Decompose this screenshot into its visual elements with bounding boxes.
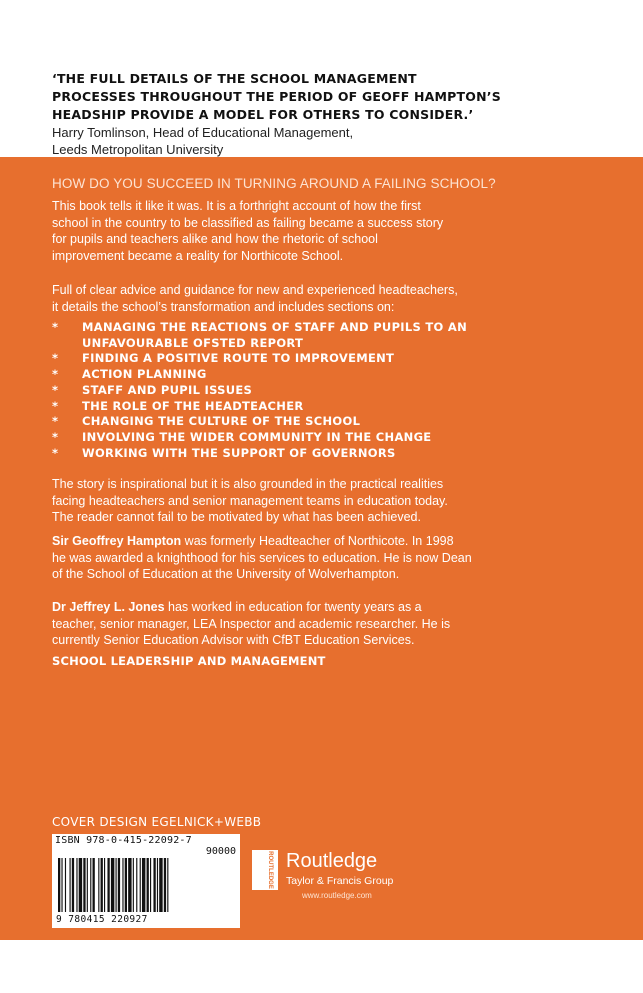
barcode-bar bbox=[147, 858, 149, 912]
barcode-bar bbox=[157, 858, 158, 912]
barcode-bar bbox=[116, 858, 117, 912]
text-line: facing headteachers and senior management teams in education today. bbox=[52, 493, 448, 508]
barcode-bars bbox=[56, 858, 236, 914]
barcode-bar bbox=[58, 858, 60, 912]
barcode-bar bbox=[142, 858, 145, 912]
list-item bbox=[52, 414, 627, 430]
barcode-bar bbox=[76, 858, 77, 912]
story-paragraph bbox=[52, 476, 627, 526]
bullet-star: * bbox=[52, 351, 59, 366]
routledge-emblem-icon bbox=[250, 848, 280, 892]
author-name: Dr Jeffrey L. Jones bbox=[52, 600, 165, 614]
publisher-url[interactable]: www.routledge.com bbox=[302, 891, 372, 900]
publisher-name: Routledge bbox=[286, 850, 378, 872]
barcode-bar bbox=[87, 858, 88, 912]
barcode-bar bbox=[104, 858, 105, 912]
bullet-star: * bbox=[52, 367, 59, 382]
emblem-lettering: ROUTLEDGE bbox=[267, 851, 273, 889]
list-item-text: FINDING A POSITIVE ROUTE TO IMPROVEMENT bbox=[82, 351, 395, 366]
barcode-bar bbox=[153, 858, 155, 912]
intro-paragraph bbox=[52, 198, 627, 264]
text-line: This book tells it like it was. It is a forthright account of how the first bbox=[52, 199, 421, 213]
barcode-bar bbox=[118, 858, 120, 912]
barcode-bar bbox=[83, 858, 85, 912]
barcode-bar bbox=[150, 858, 151, 912]
author-bio-hampton bbox=[52, 533, 627, 583]
bullet-star: * bbox=[52, 429, 59, 444]
price-code: 90000 bbox=[205, 846, 236, 857]
bullet-star: * bbox=[52, 382, 59, 397]
list-item-text: WORKING WITH THE SUPPORT OF GOVERNORS bbox=[82, 445, 396, 460]
list-item bbox=[52, 336, 627, 352]
barcode-bar bbox=[140, 858, 141, 912]
quote-line: ‘THE FULL DETAILS OF THE SCHOOL MANAGEMENT bbox=[52, 71, 417, 86]
barcode-bar bbox=[98, 858, 99, 912]
list-item bbox=[52, 446, 627, 462]
list-item bbox=[52, 367, 627, 383]
text-line: it details the school’s transformation and includes sections on: bbox=[52, 299, 395, 314]
list-item bbox=[52, 383, 627, 399]
list-item-text: STAFF AND PUPIL ISSUES bbox=[82, 382, 253, 397]
quote-attribution bbox=[52, 124, 612, 158]
barcode-bar bbox=[101, 858, 103, 912]
author-bio-jones bbox=[52, 599, 627, 649]
endorsement-quote bbox=[52, 70, 632, 124]
text-line: he was awarded a knighthood for his services to education. He is now Dean bbox=[52, 550, 472, 565]
list-item bbox=[52, 430, 627, 446]
barcode-bar bbox=[93, 858, 95, 912]
barcode-bar bbox=[122, 858, 123, 912]
isbn-label: ISBN 978-0-415-22092-7 bbox=[55, 835, 192, 846]
text-line: school in the country to be classified as failing became a success story bbox=[52, 215, 444, 230]
quote-line: PROCESSES THROUGHOUT THE PERIOD OF GEOFF HAMPTON’S bbox=[52, 89, 501, 104]
text-line: The story is inspirational but it is also grounded in the practical realities bbox=[52, 477, 444, 491]
list-item-text: THE ROLE OF THE HEADTEACHER bbox=[82, 398, 304, 413]
author-name: Sir Geoffrey Hampton bbox=[52, 534, 182, 548]
list-item-text: INVOLVING THE WIDER COMMUNITY IN THE CHANGE bbox=[82, 429, 432, 444]
attribution-line: Harry Tomlinson, Head of Educational Management, bbox=[52, 125, 354, 140]
cover-design-credit: COVER DESIGN EGELNICK+WEBB bbox=[52, 815, 262, 829]
quote-panel bbox=[0, 0, 643, 157]
text-line: The reader cannot fail to be motivated by what has been achieved. bbox=[52, 510, 421, 524]
sections-list bbox=[52, 320, 627, 461]
list-item-text: UNFAVOURABLE OFSTED REPORT bbox=[82, 335, 304, 350]
series-title: SCHOOL LEADERSHIP AND MANAGEMENT bbox=[52, 654, 326, 668]
attribution-line: Leeds Metropolitan University bbox=[52, 142, 224, 157]
bio-text: has worked in education for twenty years as a bbox=[164, 600, 422, 614]
barcode-bar bbox=[90, 858, 91, 912]
list-item-text: CHANGING THE CULTURE OF THE SCHOOL bbox=[82, 414, 361, 429]
text-line: of the School of Education at the University of Wolverhampton. bbox=[52, 567, 400, 581]
barcode-bar bbox=[136, 858, 137, 912]
bullet-star: * bbox=[52, 445, 59, 460]
text-line: currently Senior Education Advisor with CfBT Education Services. bbox=[52, 633, 415, 647]
headline: HOW DO YOU SUCCEED IN TURNING AROUND A FAILING SCHOOL? bbox=[52, 176, 496, 191]
list-item-text: MANAGING THE REACTIONS OF STAFF AND PUPILS TO AN bbox=[82, 320, 468, 334]
barcode-bar bbox=[72, 858, 74, 912]
barcode-bar bbox=[107, 858, 109, 912]
barcode-bar bbox=[133, 858, 134, 912]
list-item bbox=[52, 399, 627, 415]
bio-text: was formerly Headteacher of Northicote. In 1998 bbox=[181, 534, 454, 548]
barcode-bar bbox=[164, 858, 166, 912]
list-item-text: ACTION PLANNING bbox=[82, 367, 207, 382]
publisher-group: Taylor & Francis Group bbox=[286, 875, 394, 887]
barcode-bar bbox=[167, 858, 168, 912]
bottom-margin bbox=[0, 940, 643, 993]
barcode-bar bbox=[111, 858, 114, 912]
text-line: teacher, senior manager, LEA Inspector and academic researcher. He is bbox=[52, 616, 451, 631]
quote-line: HEADSHIP PROVIDE A MODEL FOR OTHERS TO CONSIDER.’ bbox=[52, 107, 474, 122]
list-item bbox=[52, 351, 627, 367]
barcode-bar bbox=[125, 858, 127, 912]
text-line bbox=[52, 533, 627, 550]
text-line: improvement became a reality for Northicote School. bbox=[52, 248, 344, 263]
barcode-digits: 9 780415 220927 bbox=[56, 914, 148, 925]
bullet-star: * bbox=[52, 320, 59, 334]
text-line bbox=[52, 599, 627, 616]
bullet-star: * bbox=[52, 398, 59, 413]
barcode-bar bbox=[65, 858, 66, 912]
text-line: for pupils and teachers alike and how the rhetoric of school bbox=[52, 232, 378, 246]
text-line: Full of clear advice and guidance for new and experienced headteachers, bbox=[52, 283, 458, 297]
barcode-bar bbox=[79, 858, 82, 912]
advice-paragraph bbox=[52, 282, 627, 315]
isbn-barcode bbox=[52, 834, 240, 928]
barcode-bar bbox=[159, 858, 162, 912]
barcode-bar bbox=[128, 858, 131, 912]
list-item bbox=[52, 320, 627, 336]
barcode-bar bbox=[70, 858, 71, 912]
bullet-star: * bbox=[52, 414, 59, 429]
publisher-logo bbox=[250, 848, 420, 908]
barcode-bar bbox=[61, 858, 62, 912]
